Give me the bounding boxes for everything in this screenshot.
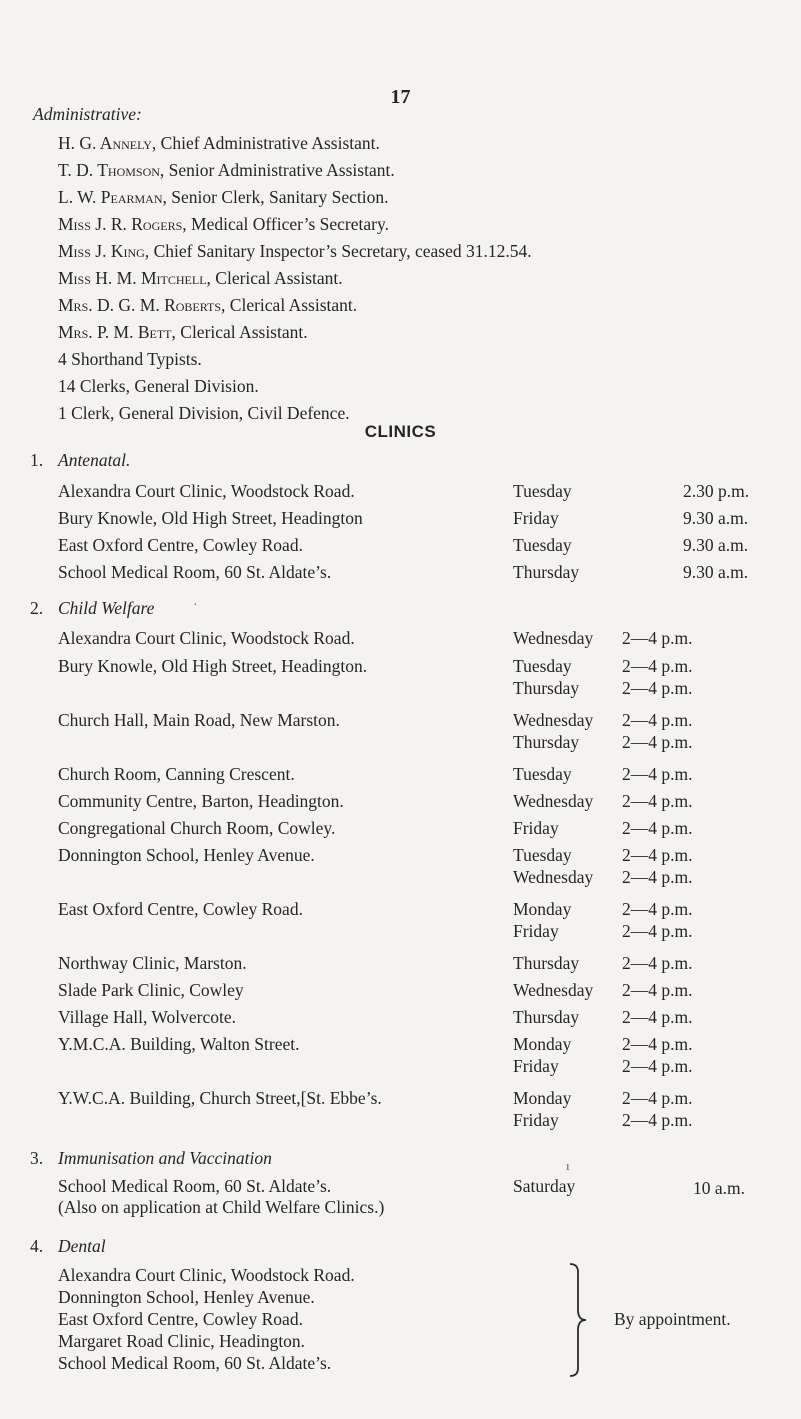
clinic-day: Wednesday [513,628,594,648]
staff-role: 4 Shorthand Typists. [58,349,202,369]
clinic-time: 2—4 p.m. [622,921,693,941]
clinic-day: Tuesday [513,535,572,555]
clinic-day: Monday [513,1088,572,1108]
section-number: 1. [30,450,44,470]
clinic-day: Thursday [513,953,580,973]
staff-line [58,241,532,262]
clinic-place: Northway Clinic, Marston. [58,953,247,973]
clinic-time: 2—4 p.m. [622,764,693,784]
section-number: 2. [30,598,44,618]
section-title-immunisation: Immunisation and Vaccination [58,1148,272,1168]
right-brace-icon [568,1262,590,1378]
staff-role: 1 Clerk, General Division, Civil Defence. [58,403,350,423]
staff-name: Miss J. King, [58,241,150,261]
clinic-time: 2—4 p.m. [622,1007,693,1027]
clinic-day: Tuesday [513,481,572,501]
clinic-place: Donnington School, Henley Avenue. [58,845,315,865]
clinic-day: Tuesday [513,845,572,865]
staff-role: Chief Administrative Assistant. [156,133,380,153]
staff-line [58,187,389,208]
clinic-time: 2—4 p.m. [622,845,693,865]
staff-line [58,349,202,370]
staff-role: Chief Sanitary Inspector’s Secretary, ceased 31.12.54. [149,241,532,261]
staff-line [58,268,343,289]
clinic-time: 2—4 p.m. [622,980,693,1000]
staff-name: Miss H. M. Mitchell, [58,268,211,288]
staff-role: Clerical Assistant. [225,295,358,315]
staff-name: T. D. Thomson, [58,160,165,180]
clinic-time: 2—4 p.m. [622,656,693,676]
clinic-day: Friday [513,1056,559,1076]
dental-arrangement: By appointment. [614,1309,731,1329]
staff-name: L. W. Pearman, [58,187,167,207]
staff-line [58,214,389,235]
clinic-time: 2—4 p.m. [622,1056,693,1076]
clinic-time: 9.30 a.m. [683,508,749,528]
administrative-heading: Administrative: [33,104,142,124]
staff-role: Clerical Assistant. [210,268,343,288]
staff-role: Clerical Assistant. [175,322,308,342]
staff-name: Mrs. D. G. M. Roberts, [58,295,226,315]
clinic-day: Friday [513,921,559,941]
staff-line [58,322,308,343]
clinic-day: Thursday [513,1007,580,1027]
clinic-place: Margaret Road Clinic, Headington. [58,1331,306,1351]
clinic-place: Alexandra Court Clinic, Woodstock Road. [58,481,355,501]
clinic-day: Wednesday [513,710,594,730]
clinic-day: Wednesday [513,980,594,1000]
clinic-day: Wednesday [513,867,594,887]
clinic-day: Wednesday [513,791,594,811]
clinic-time: 2—4 p.m. [622,628,693,648]
clinic-time: 2—4 p.m. [622,818,693,838]
clinic-time: 2—4 p.m. [622,867,693,887]
section-title-antenatal: Antenatal. [58,450,131,470]
clinic-time: 2—4 p.m. [622,791,693,811]
clinic-place: East Oxford Centre, Cowley Road. [58,535,303,555]
clinic-place: Community Centre, Barton, Headington. [58,791,344,811]
clinic-place: Y.W.C.A. Building, Church Street,[St. Ebbe’s. [58,1088,382,1108]
stray-mark: ı [566,1158,570,1173]
clinic-time: 2—4 p.m. [622,678,693,698]
stray-mark: · [193,598,198,613]
clinic-place: East Oxford Centre, Cowley Road. [58,899,303,919]
staff-role: Medical Officer’s Secretary. [186,214,389,234]
clinic-time: 2—4 p.m. [622,1088,693,1108]
staff-name: Mrs. P. M. Bett, [58,322,176,342]
clinic-time: 9.30 a.m. [683,535,749,555]
clinic-time: 2.30 p.m. [683,481,750,501]
clinic-day: Monday [513,1034,572,1054]
clinic-place: Slade Park Clinic, Cowley [58,980,244,1000]
staff-line [58,133,380,154]
staff-line [58,160,395,181]
clinic-place: Y.M.C.A. Building, Walton Street. [58,1034,300,1054]
clinic-time: 2—4 p.m. [622,899,693,919]
section-number: 4. [30,1236,44,1256]
clinic-place: Church Room, Canning Crescent. [58,764,295,784]
staff-line [58,376,259,397]
clinic-time: 9.30 a.m. [683,562,749,582]
clinic-place: Bury Knowle, Old High Street, Headington [58,508,363,528]
clinic-day: Thursday [513,562,580,582]
staff-role: 14 Clerks, General Division. [58,376,259,396]
clinic-day: Friday [513,508,559,528]
clinic-place: Church Hall, Main Road, New Marston. [58,710,340,730]
section-number: 3. [30,1148,44,1168]
clinic-place: Alexandra Court Clinic, Woodstock Road. [58,1265,355,1285]
clinic-place: Village Hall, Wolvercote. [58,1007,236,1027]
page-number: 17 [390,86,411,108]
clinic-time: 2—4 p.m. [622,732,693,752]
clinic-day: Tuesday [513,764,572,784]
clinic-place: East Oxford Centre, Cowley Road. [58,1309,303,1329]
clinic-place: Congregational Church Room, Cowley. [58,818,336,838]
clinic-note: (Also on application at Child Welfare Clinics.) [58,1197,385,1217]
staff-role: Senior Administrative Assistant. [164,160,395,180]
clinic-place: Donnington School, Henley Avenue. [58,1287,315,1307]
clinic-time: 2—4 p.m. [622,1110,693,1130]
staff-name: Miss J. R. Rogers, [58,214,187,234]
clinic-day: Saturday [513,1176,576,1196]
clinic-day: Monday [513,899,572,919]
clinic-time: 2—4 p.m. [622,1034,693,1054]
clinic-day: Tuesday [513,656,572,676]
clinic-place: School Medical Room, 60 St. Aldate’s. [58,562,332,582]
clinic-day: Friday [513,818,559,838]
clinics-heading: CLINICS [364,422,437,441]
clinic-place: School Medical Room, 60 St. Aldate’s. [58,1353,332,1373]
clinic-time: 10 a.m. [693,1178,746,1198]
clinic-day: Thursday [513,678,580,698]
section-title-child-welfare: Child Welfare [58,598,155,618]
clinic-day: Friday [513,1110,559,1130]
clinic-time: 2—4 p.m. [622,953,693,973]
staff-line [58,295,357,316]
staff-role: Senior Clerk, Sanitary Section. [166,187,389,207]
clinic-place: School Medical Room, 60 St. Aldate’s. [58,1176,332,1196]
staff-line [58,403,350,424]
clinic-place: Bury Knowle, Old High Street, Headington. [58,656,368,676]
staff-name: H. G. Annely, [58,133,157,153]
section-title-dental: Dental [58,1236,106,1256]
clinic-place: Alexandra Court Clinic, Woodstock Road. [58,628,355,648]
clinic-day: Thursday [513,732,580,752]
clinic-time: 2—4 p.m. [622,710,693,730]
